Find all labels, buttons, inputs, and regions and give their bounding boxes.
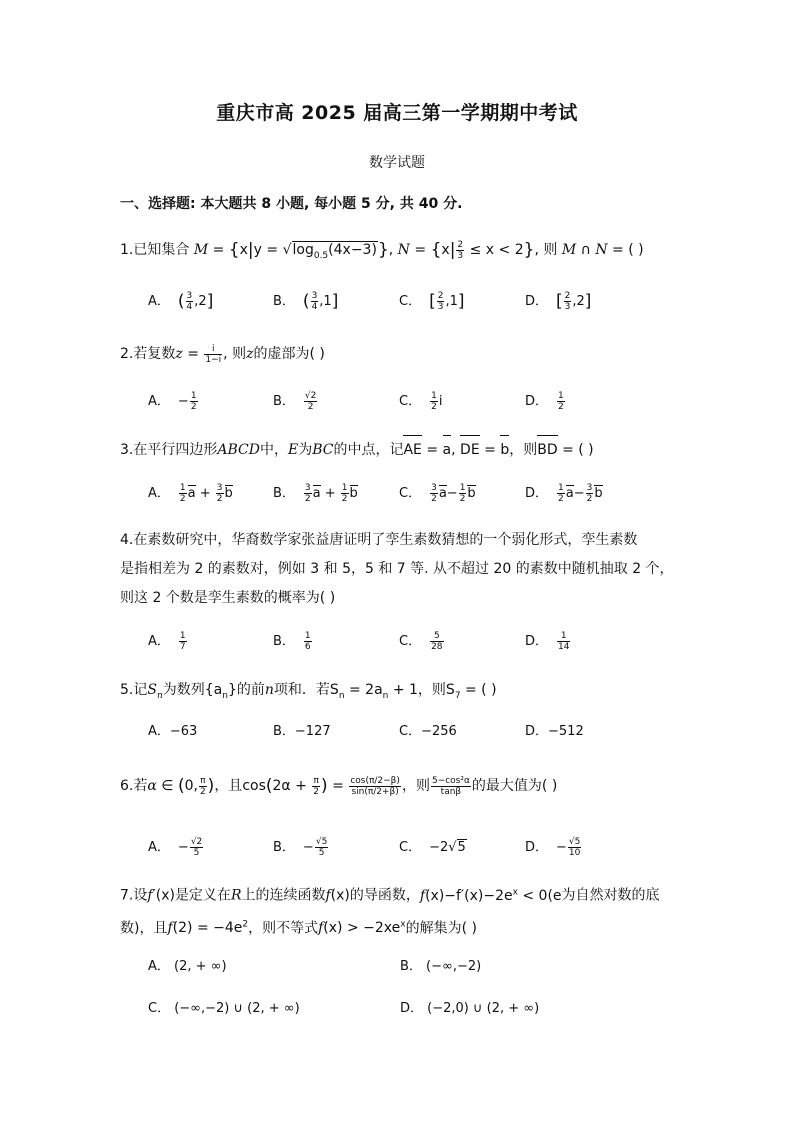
question-text: 若 xyxy=(133,778,148,794)
math-expression: BC xyxy=(312,442,334,458)
math-expression: N xyxy=(595,242,608,258)
question-text: = ( ) xyxy=(612,242,644,258)
math-expression: M xyxy=(561,242,577,258)
question-number: 6. xyxy=(120,778,134,794)
question-text: ，则 xyxy=(401,778,430,794)
question-text: 记 xyxy=(133,682,148,698)
question-text: 上的连续函数 xyxy=(241,887,326,904)
option-c[interactable]: C． $\frac{1}{2}$ i xyxy=(399,391,443,412)
math-expression: $\{a_n\}$ xyxy=(204,682,237,701)
option-b[interactable]: B． $\frac{1}{6}$ xyxy=(273,631,311,652)
question-number: 4. xyxy=(120,532,134,548)
option-a[interactable]: A． $\frac{1}{2}$ a + $\frac{3}{2}$ b xyxy=(148,483,233,504)
math-expression: α ∈ (0, $\frac{\pi}{2}$ ) xyxy=(147,775,215,797)
option-c[interactable]: C． −2√5 xyxy=(399,840,466,855)
question-text: ，则 xyxy=(417,682,446,698)
question-7 xyxy=(120,878,680,943)
math-expression: $S_n$ xyxy=(147,682,163,701)
options-q6 xyxy=(148,836,668,866)
options-q5 xyxy=(148,720,668,750)
question-line xyxy=(120,878,680,911)
option-c[interactable]: C． $\frac{3}{2}$ a− $\frac{1}{2}$ b xyxy=(399,483,476,504)
option-a[interactable]: A． (2, + ∞) xyxy=(148,959,227,974)
option-a[interactable]: A． − $\frac{√2}{5}$ xyxy=(148,837,203,858)
option-b[interactable]: B． $\frac{3}{2}$ a + $\frac{1}{2}$ b xyxy=(273,483,358,504)
math-expression: AE = a, DE = b xyxy=(403,442,509,458)
option-c[interactable]: C．−256 xyxy=(399,724,457,739)
options-q3 xyxy=(148,482,668,512)
option-c[interactable]: C． $\frac{5}{28}$ xyxy=(399,631,443,652)
question-text: 若复数 xyxy=(133,346,176,362)
math-expression: E xyxy=(287,442,299,458)
question-text: 是定义在 xyxy=(174,887,231,904)
question-line: 是指相差为 2 的素数对，例如 3 和 5，5 和 7 等. 从不超过 20 的素数中随机抽取 2 个， xyxy=(120,561,674,577)
question-number: 2. xyxy=(120,346,134,362)
question-text: , 则 xyxy=(223,346,247,362)
option-c[interactable]: C． [ $\frac{2}{3}$ ,1] xyxy=(399,291,465,312)
option-a[interactable]: A． $\frac{1}{7}$ xyxy=(148,631,186,652)
math-expression: R xyxy=(230,887,242,904)
options-q1 xyxy=(148,290,668,320)
question-line: 则这 2 个数是孪生素数的概率为( ) xyxy=(120,590,336,606)
option-a[interactable]: A．−63 xyxy=(148,724,198,739)
question-text: 为 xyxy=(298,442,313,458)
question-2 xyxy=(120,340,680,368)
question-text: ，且 xyxy=(214,778,243,794)
math-expression: $S_7$ xyxy=(445,682,461,701)
question-text: ，则不等式 xyxy=(248,920,319,937)
math-expression: $S_n = 2a_n + 1$ xyxy=(329,682,418,701)
option-d[interactable]: D． − $\frac{√5}{10}$ xyxy=(525,837,581,858)
math-expression: ∩ xyxy=(576,242,596,258)
option-b[interactable]: B． $\frac{√2}{2}$ xyxy=(273,391,317,412)
question-text: = ( ) xyxy=(465,682,497,698)
option-a[interactable]: A． − $\frac{1}{2}$ xyxy=(148,391,197,412)
option-c[interactable]: C． (−∞,−2) ∪ (2, + ∞) xyxy=(148,1001,300,1016)
question-text: 已知集合 xyxy=(133,242,190,258)
question-line xyxy=(120,526,680,555)
math-expression: $f(x)-f'(x)-2e^x < 0(e$ xyxy=(419,887,562,904)
math-expression: f′(x) xyxy=(147,887,175,904)
question-1 xyxy=(120,236,680,270)
math-expression: $M = \{x|y = √\log_{0.5}(4x-3)\}$, N = {x| $\frac{2}{3}$ ≤ x < 2} xyxy=(193,239,535,261)
question-text: 的最大值为( ) xyxy=(471,778,558,794)
option-a[interactable]: A． ( $\frac{3}{4}$ ,2] xyxy=(148,291,214,312)
section-heading: 一、选择题: 本大题共 8 小题, 每小题 5 分, 共 40 分. xyxy=(120,196,463,212)
exam-subtitle: 数学试题 xyxy=(369,155,425,171)
option-d[interactable]: D． $\frac{1}{14}$ xyxy=(525,631,570,652)
option-d[interactable]: D． $\frac{1}{2}$ xyxy=(525,391,564,412)
question-text: 设 xyxy=(133,887,148,904)
question-number: 5. xyxy=(120,682,134,698)
question-text: 中， xyxy=(259,442,288,458)
question-number: 7. xyxy=(120,887,134,904)
question-text: 的前 xyxy=(236,682,265,698)
question-text: 的中点，记 xyxy=(333,442,404,458)
option-d[interactable]: D． [ $\frac{2}{3}$ ,2] xyxy=(525,291,592,312)
question-line xyxy=(120,911,680,944)
question-text: 数)，且 xyxy=(120,920,168,937)
math-expression: z xyxy=(246,346,254,362)
math-expression: n xyxy=(264,682,274,698)
question-number: 1. xyxy=(120,242,134,258)
question-4 xyxy=(120,526,680,613)
question-text: ，则 xyxy=(509,442,538,458)
exam-title: 重庆市高 2025 届高三第一学期期中考试 xyxy=(216,102,578,124)
question-text: 在素数研究中，华裔数学家张益唐证明了孪生素数猜想的一个弱化形式，孪生素数 xyxy=(133,532,638,548)
math-expression: $f(x) > -2xe^x$ xyxy=(318,919,406,937)
math-expression: f(x) xyxy=(325,887,350,904)
option-b[interactable]: B． ( $\frac{3}{4}$ ,1] xyxy=(273,291,339,312)
math-expression: ABCD xyxy=(217,442,260,458)
question-text: 在平行四边形 xyxy=(133,442,218,458)
option-b[interactable]: B． − $\frac{√5}{5}$ xyxy=(273,837,328,858)
option-d[interactable]: D．−512 xyxy=(525,724,584,739)
question-text: = ( ) xyxy=(562,442,594,458)
math-expression: z = $\frac{i}{1-i}$ xyxy=(175,343,222,365)
option-b[interactable]: B．−127 xyxy=(273,724,331,739)
option-d[interactable]: D． (−2,0) ∪ (2, + ∞) xyxy=(400,1001,540,1016)
option-d[interactable]: D． $\frac{1}{2}$ a− $\frac{3}{2}$ b xyxy=(525,483,603,504)
math-expression: BD xyxy=(537,436,557,464)
question-5 xyxy=(120,676,680,710)
option-b[interactable]: B． (−∞,−2) xyxy=(400,959,482,974)
question-text: , 则 xyxy=(534,242,558,258)
options-q2 xyxy=(148,390,668,420)
question-6 xyxy=(120,772,680,800)
math-expression: cos(2α + $\frac{\pi}{2}$ ) = $\frac{\cos(\pi/2-\beta)}{\sin(\pi/2+\beta)}$ xyxy=(242,775,400,797)
question-text: 为数列 xyxy=(162,682,205,698)
question-text: 的虚部为( ) xyxy=(253,346,325,362)
math-expression: $f(2) = -4e^2$ xyxy=(167,919,249,937)
options-q4 xyxy=(148,630,668,660)
question-text: 的导函数， xyxy=(349,887,420,904)
question-3 xyxy=(120,436,680,464)
question-text: 的解集为( ) xyxy=(405,920,477,937)
question-number: 3. xyxy=(120,442,134,458)
question-text: 为自然对数的底 xyxy=(561,887,660,904)
question-text: 项和．若 xyxy=(273,682,330,698)
math-expression: $\frac{\text{5−cos²α}}{\tan\beta}$ xyxy=(431,775,470,797)
